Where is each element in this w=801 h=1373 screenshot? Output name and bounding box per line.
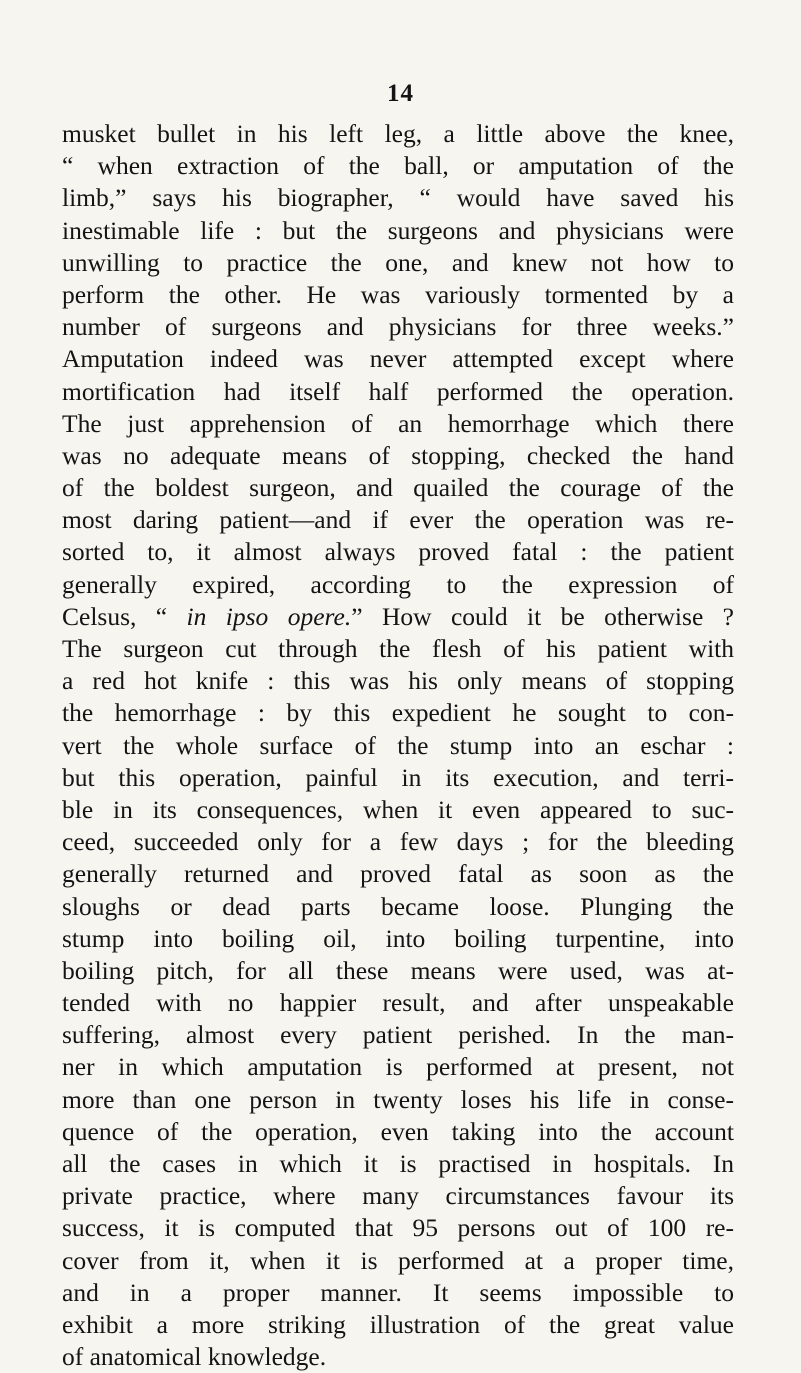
text-line: and in a proper manner. It seems impossible to (62, 1277, 734, 1307)
text-line: vert the whole surface of the stump into an eschar : (62, 730, 734, 760)
text-line: The just apprehension of an hemorrhage which there (62, 408, 734, 438)
text-line: of the boldest surgeon, and quailed the courage of the (62, 473, 734, 503)
text-line: Amputation indeed was never attempted except where (62, 344, 734, 374)
text-line: sloughs or dead parts became loose. Plunging the (62, 891, 734, 921)
text-line: generally expired, according to the expression of (62, 569, 734, 599)
text-line: suffering, almost every patient perished. In the man- (62, 1020, 734, 1050)
text-line: musket bullet in his left leg, a little above the knee, (62, 119, 734, 148)
text-line: inestimable life : but the surgeons and physicians were (62, 215, 734, 245)
text-line: unwilling to practice the one, and knew not how to (62, 247, 734, 277)
text-line-last: of anatomical knowledge. (62, 1342, 327, 1372)
text-line: most daring patient—and if ever the operation was re- (62, 505, 734, 535)
text-line: The surgeon cut through the flesh of his patient with (62, 634, 734, 663)
page-number: 14 (387, 80, 414, 107)
text-line: perform the other. He was variously tormented by a (62, 279, 734, 309)
text-run: Celsus, “ (62, 601, 187, 631)
text-line: exhibit a more striking illustration of the great value (62, 1309, 734, 1339)
text-line: boiling pitch, for all these means were used, was at- (62, 955, 734, 985)
text-line: all the cases in which it is practised in hospitals. In (62, 1149, 734, 1178)
italic-phrase: in ipso opere. (186, 601, 352, 631)
text-line: number of surgeons and physicians for three weeks.” (62, 312, 734, 342)
text-line: “ when extraction of the ball, or amputation of the (62, 151, 734, 181)
text-line: generally returned and proved fatal as soon as the (62, 859, 734, 889)
text-line: was no adequate means of stopping, checked the hand (62, 440, 734, 470)
text-line: quence of the operation, even taking into the account (62, 1116, 734, 1146)
text-run: ” How could it be otherwise ? (351, 601, 734, 631)
text-line: the hemorrhage : by this expedient he sought to con- (62, 698, 734, 728)
text-line: but this operation, painful in its execution, and terri- (62, 762, 734, 792)
text-line: mortification had itself half performed the operation. (62, 376, 734, 406)
text-line: tended with no happier result, and after unspeakable (62, 988, 734, 1018)
text-line: success, it is computed that 95 persons out of 100 re- (62, 1213, 734, 1243)
text-line-with-italic (62, 601, 734, 633)
text-line: a red hot knife : this was his only means of stopping (62, 666, 734, 696)
text-line: cover from it, when it is performed at a proper time, (62, 1245, 734, 1275)
text-line: ceed, succeeded only for a few days ; for the bleeding (62, 827, 734, 857)
text-line: ble in its consequences, when it even appeared to suc- (62, 794, 734, 824)
body-text (62, 118, 734, 1373)
text-line: more than one person in twenty loses his life in conse- (62, 1084, 734, 1114)
text-line: stump into boiling oil, into boiling turpentine, into (62, 923, 734, 953)
text-line: limb,” says his biographer, “ would have saved his (62, 183, 734, 213)
text-line: private practice, where many circumstances favour its (62, 1181, 734, 1211)
text-line: ner in which amputation is performed at present, not (62, 1052, 734, 1082)
text-line: sorted to, it almost always proved fatal : the patient (62, 537, 734, 567)
